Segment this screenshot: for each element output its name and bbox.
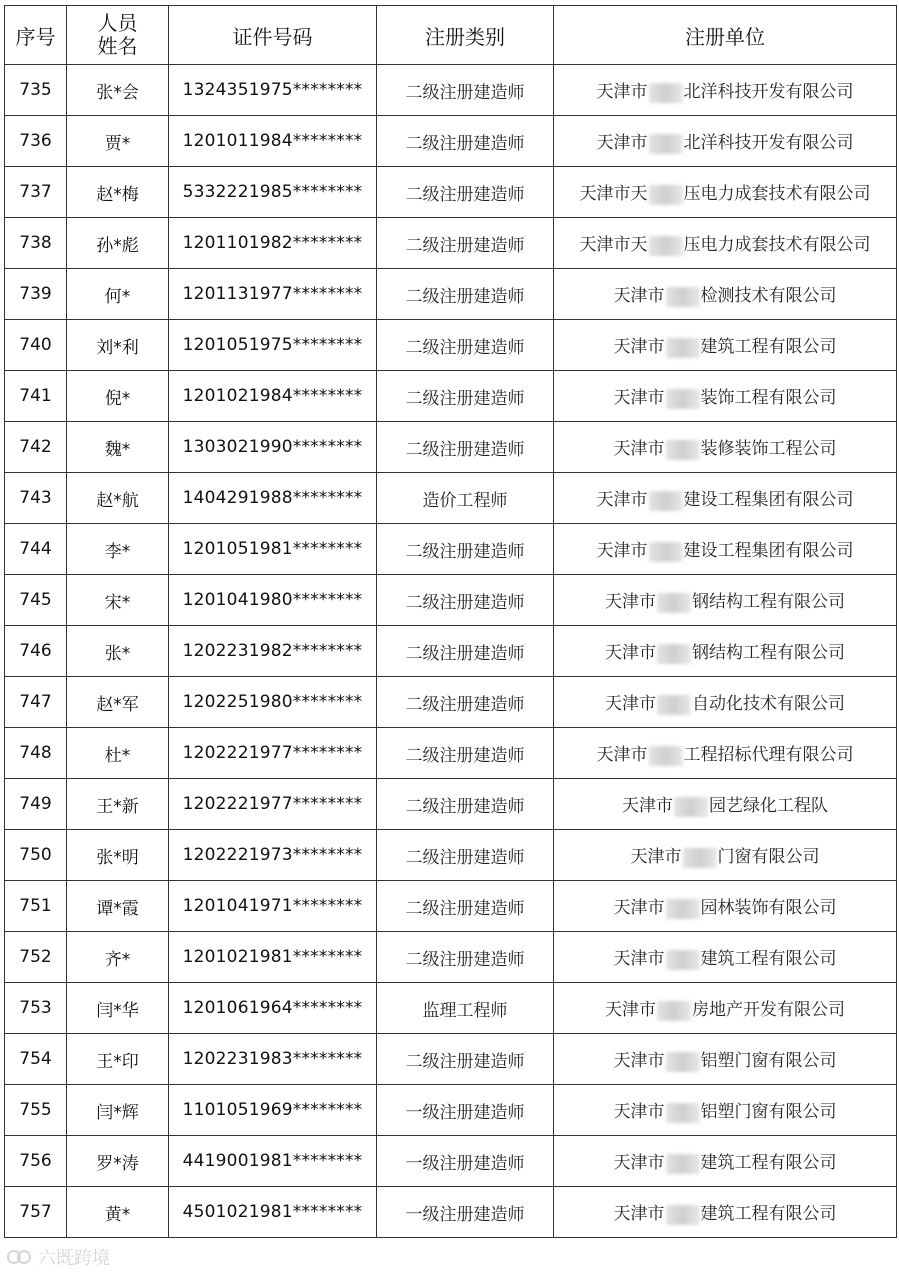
row-org <box>554 1136 897 1187</box>
row-category: 二级注册建造师 <box>377 320 554 371</box>
watermark-text: 六既跨境 <box>38 1248 110 1269</box>
row-category: 二级注册建造师 <box>377 881 554 932</box>
row-index: 754 <box>5 1034 67 1085</box>
org-prefix: 天津市 <box>613 388 665 409</box>
row-id-number: 1202221973******** <box>169 830 377 881</box>
org-prefix: 天津市 <box>596 490 648 511</box>
row-index: 735 <box>5 65 67 116</box>
row-name: 张*会 <box>67 65 169 116</box>
table-row <box>5 779 897 830</box>
table-row <box>5 830 897 881</box>
table-row <box>5 65 897 116</box>
logo-icon <box>6 1247 32 1267</box>
row-id-number: 1324351975******** <box>169 65 377 116</box>
row-org <box>554 677 897 728</box>
row-id-number: 1404291988******** <box>169 473 377 524</box>
org-suffix: 钢结构工程有限公司 <box>692 592 845 613</box>
row-id-number: 1303021990******** <box>169 422 377 473</box>
org-suffix: 房地产开发有限公司 <box>692 1000 845 1021</box>
row-name: 王*印 <box>67 1034 169 1085</box>
org-prefix: 天津市 <box>622 796 673 817</box>
redaction-blur <box>649 134 683 154</box>
table-row <box>5 422 897 473</box>
org-suffix: 铝塑门窗有限公司 <box>700 1102 837 1123</box>
org-suffix: 建筑工程有限公司 <box>700 337 837 358</box>
redaction-blur <box>649 236 683 256</box>
org-prefix: 天津市 <box>613 1153 665 1174</box>
org-prefix: 天津市 <box>605 592 656 613</box>
row-org <box>554 728 897 779</box>
row-category: 一级注册建造师 <box>377 1136 554 1187</box>
redaction-blur <box>674 797 708 817</box>
row-id-number: 1201041980******** <box>169 575 377 626</box>
org-suffix: 工程招标代理有限公司 <box>683 745 854 766</box>
redaction-blur <box>666 338 700 358</box>
row-index: 752 <box>5 932 67 983</box>
redaction-blur <box>649 185 683 205</box>
row-id-number: 1202251980******** <box>169 677 377 728</box>
row-org <box>554 881 897 932</box>
redaction-blur <box>649 542 683 562</box>
org-suffix: 压电力成套技术有限公司 <box>683 184 871 205</box>
row-org <box>554 167 897 218</box>
org-suffix: 装饰工程有限公司 <box>700 388 837 409</box>
table-row <box>5 575 897 626</box>
row-name: 齐* <box>67 932 169 983</box>
row-category: 二级注册建造师 <box>377 524 554 575</box>
org-suffix: 园艺绿化工程队 <box>709 796 828 817</box>
org-prefix: 天津市 <box>605 1000 656 1021</box>
row-index: 736 <box>5 116 67 167</box>
row-org <box>554 473 897 524</box>
redaction-blur <box>666 1052 700 1072</box>
org-suffix: 铝塑门窗有限公司 <box>700 1051 837 1072</box>
org-suffix: 检测技术有限公司 <box>700 286 837 307</box>
row-org <box>554 1085 897 1136</box>
row-id-number: 1201101982******** <box>169 218 377 269</box>
org-prefix: 天津市 <box>613 949 665 970</box>
row-index: 751 <box>5 881 67 932</box>
row-index: 740 <box>5 320 67 371</box>
row-id-number: 1201041971******** <box>169 881 377 932</box>
row-name: 黄* <box>67 1187 169 1238</box>
redaction-blur <box>657 695 691 715</box>
org-prefix: 天津市 <box>630 847 682 868</box>
row-org <box>554 1187 897 1238</box>
row-index: 737 <box>5 167 67 218</box>
row-id-number: 1202221977******** <box>169 728 377 779</box>
table-row <box>5 269 897 320</box>
org-suffix: 建设工程集团有限公司 <box>683 490 854 511</box>
row-id-number: 5332221985******** <box>169 167 377 218</box>
table-row <box>5 1187 897 1238</box>
row-index: 744 <box>5 524 67 575</box>
row-id-number: 1202231983******** <box>169 1034 377 1085</box>
table-row <box>5 473 897 524</box>
redaction-blur <box>666 389 700 409</box>
table-row <box>5 1085 897 1136</box>
redaction-blur <box>666 1103 700 1123</box>
row-category: 二级注册建造师 <box>377 116 554 167</box>
registration-table <box>4 5 897 1238</box>
row-category: 二级注册建造师 <box>377 1034 554 1085</box>
org-suffix: 装修装饰工程公司 <box>700 439 837 460</box>
org-suffix: 自动化技术有限公司 <box>692 694 845 715</box>
table-row <box>5 167 897 218</box>
org-suffix: 建筑工程有限公司 <box>700 1153 837 1174</box>
row-id-number: 1201021984******** <box>169 371 377 422</box>
org-suffix: 建设工程集团有限公司 <box>683 541 854 562</box>
redaction-blur <box>657 593 691 613</box>
row-name: 孙*彪 <box>67 218 169 269</box>
table-row <box>5 1034 897 1085</box>
row-category: 造价工程师 <box>377 473 554 524</box>
row-org <box>554 1034 897 1085</box>
redaction-blur <box>666 1154 700 1174</box>
row-org <box>554 932 897 983</box>
row-name: 李* <box>67 524 169 575</box>
row-id-number: 1201131977******** <box>169 269 377 320</box>
header-index: 序号 <box>5 6 67 65</box>
row-id-number: 1201021981******** <box>169 932 377 983</box>
row-org <box>554 575 897 626</box>
org-suffix: 园林装饰有限公司 <box>700 898 837 919</box>
org-prefix: 天津市 <box>596 82 648 103</box>
redaction-blur <box>666 287 700 307</box>
row-org <box>554 320 897 371</box>
row-category: 二级注册建造师 <box>377 65 554 116</box>
row-org <box>554 422 897 473</box>
row-name: 魏* <box>67 422 169 473</box>
row-name: 闫*华 <box>67 983 169 1034</box>
row-id-number: 1201051975******** <box>169 320 377 371</box>
org-prefix: 天津市 <box>605 643 656 664</box>
row-index: 745 <box>5 575 67 626</box>
row-name: 倪* <box>67 371 169 422</box>
org-prefix: 天津市 <box>596 541 648 562</box>
row-index: 748 <box>5 728 67 779</box>
row-name: 张* <box>67 626 169 677</box>
redaction-blur <box>683 848 717 868</box>
row-id-number: 1101051969******** <box>169 1085 377 1136</box>
row-index: 756 <box>5 1136 67 1187</box>
org-prefix: 天津市 <box>613 286 665 307</box>
row-id-number: 1201011984******** <box>169 116 377 167</box>
row-index: 739 <box>5 269 67 320</box>
table-row <box>5 371 897 422</box>
org-prefix: 天津市天 <box>579 235 648 256</box>
row-index: 742 <box>5 422 67 473</box>
org-prefix: 天津市 <box>596 133 648 154</box>
redaction-blur <box>649 491 683 511</box>
row-id-number: 1202221977******** <box>169 779 377 830</box>
row-category: 监理工程师 <box>377 983 554 1034</box>
redaction-blur <box>649 83 683 103</box>
row-name: 谭*霞 <box>67 881 169 932</box>
header-org: 注册单位 <box>554 6 897 65</box>
row-org <box>554 779 897 830</box>
row-index: 741 <box>5 371 67 422</box>
redaction-blur <box>666 899 700 919</box>
org-prefix: 天津市天 <box>579 184 648 205</box>
row-org <box>554 524 897 575</box>
table-row <box>5 524 897 575</box>
row-org <box>554 983 897 1034</box>
org-prefix: 天津市 <box>613 1051 665 1072</box>
org-suffix: 压电力成套技术有限公司 <box>683 235 871 256</box>
row-name: 杜* <box>67 728 169 779</box>
org-suffix: 建筑工程有限公司 <box>700 949 837 970</box>
row-name: 赵*航 <box>67 473 169 524</box>
header-name: 人员姓名 <box>67 6 169 65</box>
row-category: 二级注册建造师 <box>377 218 554 269</box>
row-category: 二级注册建造师 <box>377 779 554 830</box>
org-prefix: 天津市 <box>613 439 665 460</box>
table-row <box>5 932 897 983</box>
row-category: 二级注册建造师 <box>377 371 554 422</box>
table-row <box>5 881 897 932</box>
row-index: 738 <box>5 218 67 269</box>
org-prefix: 天津市 <box>613 1204 665 1225</box>
row-category: 二级注册建造师 <box>377 932 554 983</box>
row-org <box>554 269 897 320</box>
org-suffix: 门窗有限公司 <box>717 847 820 868</box>
row-name: 何* <box>67 269 169 320</box>
org-suffix: 北洋科技开发有限公司 <box>683 82 854 103</box>
row-id-number: 1201051981******** <box>169 524 377 575</box>
row-id-number: 1201061964******** <box>169 983 377 1034</box>
org-prefix: 天津市 <box>613 337 665 358</box>
redaction-blur <box>657 1001 691 1021</box>
redaction-blur <box>649 746 683 766</box>
row-category: 二级注册建造师 <box>377 830 554 881</box>
row-org <box>554 626 897 677</box>
redaction-blur <box>666 950 700 970</box>
row-category: 一级注册建造师 <box>377 1085 554 1136</box>
watermark <box>6 1244 110 1270</box>
row-name: 王*新 <box>67 779 169 830</box>
table-row <box>5 983 897 1034</box>
row-category: 二级注册建造师 <box>377 269 554 320</box>
row-category: 二级注册建造师 <box>377 728 554 779</box>
row-index: 746 <box>5 626 67 677</box>
table-row <box>5 728 897 779</box>
redaction-blur <box>657 644 691 664</box>
row-name: 宋* <box>67 575 169 626</box>
row-index: 747 <box>5 677 67 728</box>
row-category: 一级注册建造师 <box>377 1187 554 1238</box>
row-id-number: 4419001981******** <box>169 1136 377 1187</box>
row-category: 二级注册建造师 <box>377 422 554 473</box>
row-name: 刘*利 <box>67 320 169 371</box>
org-suffix: 钢结构工程有限公司 <box>692 643 845 664</box>
org-prefix: 天津市 <box>605 694 656 715</box>
header-id: 证件号码 <box>169 6 377 65</box>
redaction-blur <box>666 440 700 460</box>
table-row <box>5 1136 897 1187</box>
table-row <box>5 218 897 269</box>
row-name: 赵*梅 <box>67 167 169 218</box>
row-org <box>554 116 897 167</box>
table-body <box>5 65 897 1238</box>
row-index: 755 <box>5 1085 67 1136</box>
row-org <box>554 371 897 422</box>
row-index: 743 <box>5 473 67 524</box>
row-name: 赵*军 <box>67 677 169 728</box>
table-row <box>5 626 897 677</box>
row-index: 757 <box>5 1187 67 1238</box>
redaction-blur <box>666 1205 700 1225</box>
row-id-number: 1202231982******** <box>169 626 377 677</box>
header-row <box>5 6 897 65</box>
row-category: 二级注册建造师 <box>377 626 554 677</box>
header-category: 注册类别 <box>377 6 554 65</box>
row-name: 贾* <box>67 116 169 167</box>
row-index: 753 <box>5 983 67 1034</box>
row-id-number: 4501021981******** <box>169 1187 377 1238</box>
row-category: 二级注册建造师 <box>377 167 554 218</box>
org-suffix: 建筑工程有限公司 <box>700 1204 837 1225</box>
org-prefix: 天津市 <box>613 1102 665 1123</box>
org-suffix: 北洋科技开发有限公司 <box>683 133 854 154</box>
table-row <box>5 116 897 167</box>
row-category: 二级注册建造师 <box>377 575 554 626</box>
row-category: 二级注册建造师 <box>377 677 554 728</box>
row-name: 张*明 <box>67 830 169 881</box>
org-prefix: 天津市 <box>613 898 665 919</box>
row-name: 闫*辉 <box>67 1085 169 1136</box>
row-org <box>554 65 897 116</box>
table-row <box>5 677 897 728</box>
row-index: 749 <box>5 779 67 830</box>
row-name: 罗*涛 <box>67 1136 169 1187</box>
row-index: 750 <box>5 830 67 881</box>
row-org <box>554 830 897 881</box>
org-prefix: 天津市 <box>596 745 648 766</box>
table-row <box>5 320 897 371</box>
row-org <box>554 218 897 269</box>
